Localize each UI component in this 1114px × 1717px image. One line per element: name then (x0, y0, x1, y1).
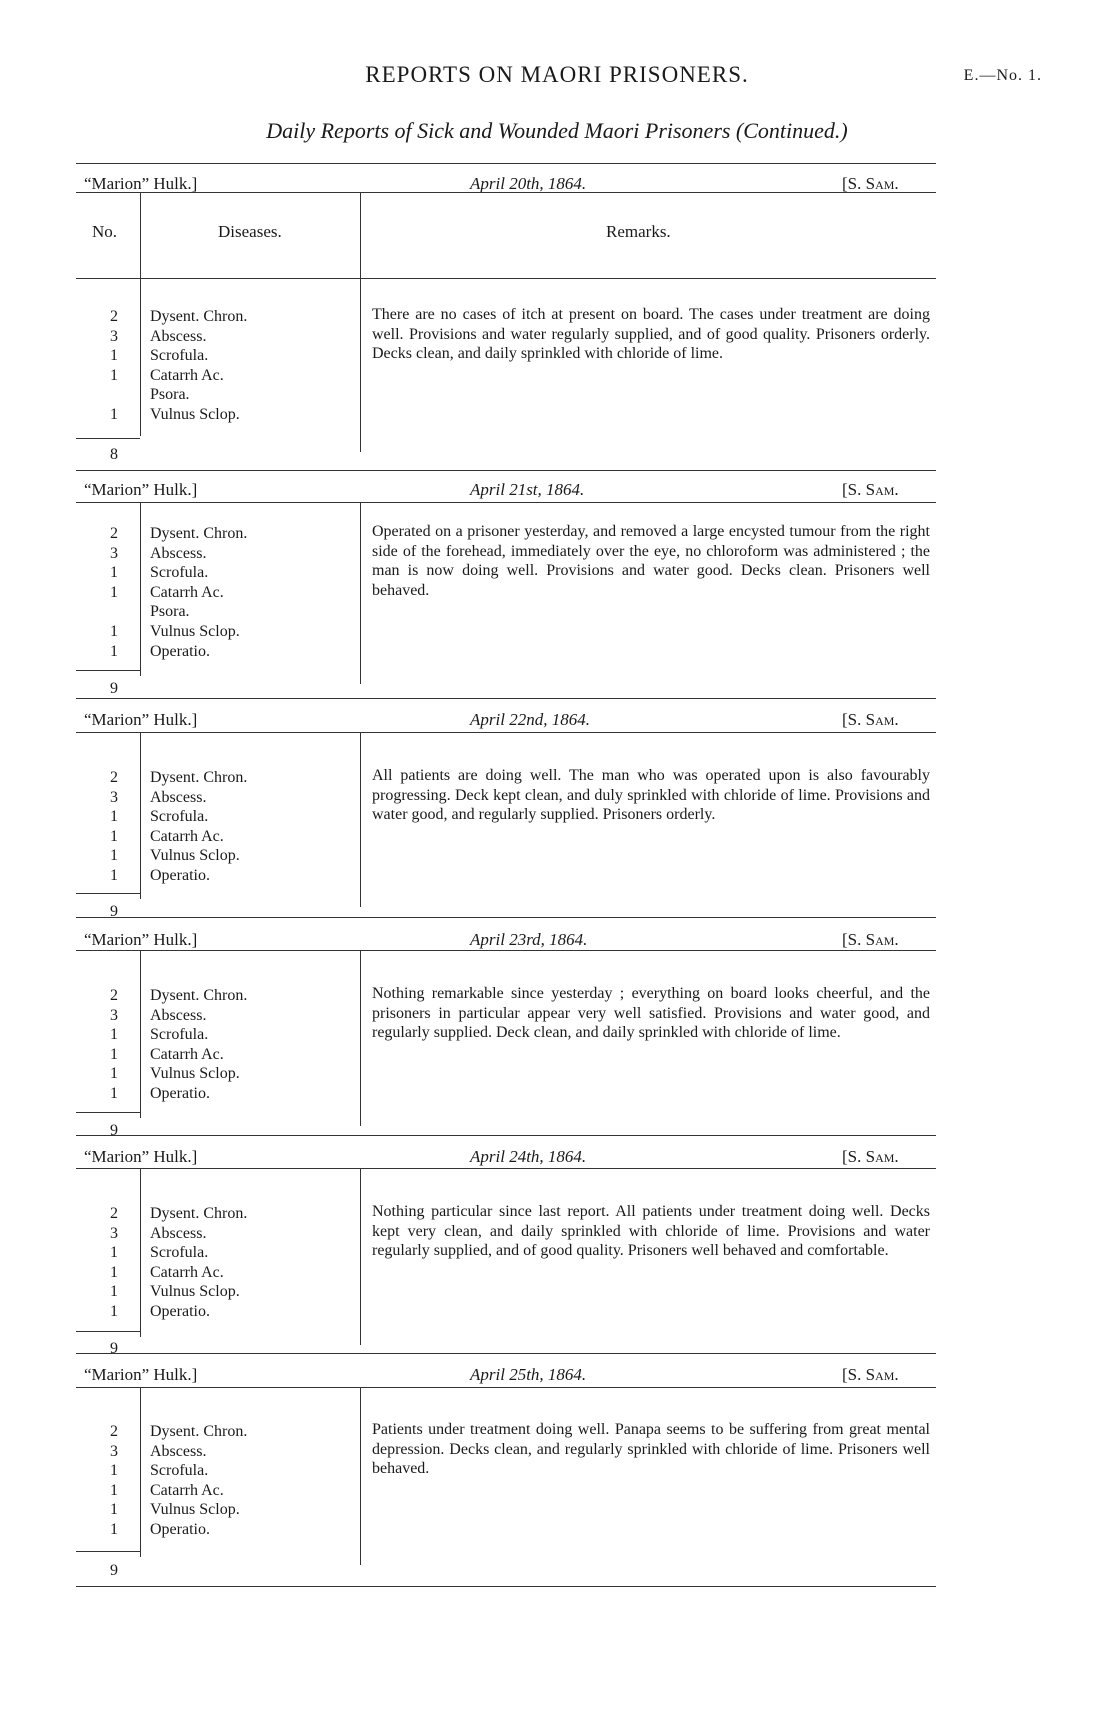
disease-count: 1 (110, 1263, 118, 1281)
signature-suffix: . (894, 710, 899, 729)
report-header-rule (76, 1135, 936, 1136)
disease-count: 2 (110, 525, 118, 542)
column-header-diseases: Diseases. (218, 222, 282, 241)
signature-suffix: . (894, 1365, 899, 1384)
disease-name: Scrofula. (150, 1244, 209, 1262)
report-header-rule (76, 470, 936, 471)
disease-count: 3 (110, 544, 118, 562)
no-column-rule (140, 951, 141, 1118)
disease-name: Vulnus Sclop. (150, 1065, 240, 1083)
report-total: 9 (110, 1340, 118, 1357)
report-signature (842, 710, 899, 730)
report-header-underline (76, 1168, 936, 1169)
disease-name: Operatio. (150, 1303, 210, 1320)
report-vessel: “Marion” Hulk.] (84, 710, 198, 729)
disease-name: Operatio. (150, 867, 210, 884)
signature-smallcaps: AM (875, 178, 895, 192)
disease-name: Abscess. (150, 1006, 207, 1024)
signature-smallcaps: AM (875, 1151, 895, 1165)
report-header-rule (76, 698, 936, 699)
disease-name: Operatio. (150, 642, 210, 660)
report-total: 9 (110, 680, 118, 697)
disease-name: Operatio. (150, 1085, 210, 1102)
disease-name: Dysent. Chron. (150, 525, 248, 542)
disease-count: 1 (110, 867, 118, 884)
disease-name: Catarrh Ac. (150, 1481, 224, 1499)
disease-count: 2 (110, 308, 118, 325)
report-remarks: Nothing remarkable since yesterday ; everything on board looks cheerful, and the prisoners in particular appear very well satisfied. Provisions and water good, and regularly supplied. Deck clean, and daily sprinkled with chloride of lime. (372, 985, 930, 1042)
disease-name: Catarrh Ac. (150, 366, 224, 384)
disease-name: Scrofula. (150, 1026, 209, 1044)
report-signature (842, 480, 899, 500)
disease-count: 1 (110, 1303, 118, 1320)
report-signature (842, 1147, 899, 1167)
disease-count: 3 (110, 1006, 118, 1024)
disease-name: Operatio. (150, 1521, 210, 1538)
column-header-remarks: Remarks. (606, 222, 671, 241)
disease-count: 1 (110, 1026, 118, 1044)
disease-count: 1 (110, 642, 118, 660)
no-column-rule (140, 1388, 141, 1557)
disease-count: 1 (110, 1521, 118, 1538)
disease-name: Dysent. Chron. (150, 1423, 248, 1440)
remarks-column-rule (360, 1169, 361, 1345)
disease-count: 1 (110, 1045, 118, 1063)
remarks-column-rule (360, 502, 361, 684)
disease-count: 1 (110, 347, 118, 365)
disease-count: 1 (110, 564, 118, 582)
report-date: April 23rd, 1864. (470, 930, 588, 949)
report-date: April 25th, 1864. (470, 1365, 587, 1384)
total-rule (76, 1551, 140, 1552)
disease-name: Catarrh Ac. (150, 583, 224, 601)
disease-name: Abscess. (150, 327, 207, 345)
report-header-underline (76, 732, 936, 733)
disease-count: 1 (110, 808, 118, 826)
signature-prefix: [S. S (842, 174, 876, 193)
disease-count: 3 (110, 327, 118, 345)
signature-suffix: . (894, 174, 899, 193)
report-header-underline (76, 950, 936, 951)
report-header-rule (76, 917, 936, 918)
report-header-rule (76, 163, 936, 164)
page-title: REPORTS ON MAORI PRISONERS. (365, 62, 749, 87)
disease-count: 1 (110, 1244, 118, 1262)
report-remarks: All patients are doing well. The man who was operated upon is also favourably progressing. Deck kept clean, and duly sprinkled with chloride of lime. Provisions and water good, and regularly supplied. Prisoners orderly. (372, 767, 930, 824)
remarks-column-rule (360, 1388, 361, 1565)
signature-prefix: [S. S (842, 1147, 876, 1166)
report-total: 9 (110, 903, 118, 920)
remarks-column-rule (360, 193, 361, 452)
page-reference: E.—No. 1. (963, 67, 1042, 84)
report-vessel: “Marion” Hulk.] (84, 174, 198, 193)
disease-count: 1 (110, 583, 118, 601)
disease-name: Scrofula. (150, 347, 209, 365)
disease-name: Catarrh Ac. (150, 827, 224, 845)
disease-count: 2 (110, 1423, 118, 1440)
disease-name: Vulnus Sclop. (150, 623, 240, 640)
disease-count: 1 (110, 366, 118, 384)
signature-prefix: [S. S (842, 710, 876, 729)
no-column-rule (140, 733, 141, 899)
no-column-rule (140, 193, 141, 436)
disease-name: Dysent. Chron. (150, 769, 248, 786)
disease-count: 2 (110, 769, 118, 786)
report-total: 9 (110, 1562, 118, 1579)
no-column-rule (140, 1169, 141, 1337)
disease-count: 1 (110, 1283, 118, 1301)
disease-name: Abscess. (150, 788, 207, 806)
disease-name: Scrofula. (150, 564, 209, 582)
disease-count: 1 (110, 847, 118, 865)
signature-smallcaps: AM (875, 934, 895, 948)
signature-smallcaps: AM (875, 484, 895, 498)
total-rule (76, 1331, 140, 1332)
report-vessel: “Marion” Hulk.] (84, 1147, 198, 1166)
disease-count: 1 (110, 406, 118, 423)
disease-name: Scrofula. (150, 808, 209, 826)
column-header-no: No. (92, 222, 118, 241)
disease-name: Psora. (150, 386, 190, 404)
signature-smallcaps: AM (875, 1369, 895, 1383)
no-column-rule (140, 502, 141, 676)
report-signature (842, 1365, 899, 1385)
report-remarks: Patients under treatment doing well. Panapa seems to be suffering from great mental depression. Decks clean, and regularly sprinkled with chloride of lime. Prisoners well behaved. (372, 1421, 930, 1478)
signature-suffix: . (894, 930, 899, 949)
column-header-rule (76, 278, 936, 279)
disease-name: Dysent. Chron. (150, 308, 248, 325)
disease-count: 1 (110, 1501, 118, 1519)
disease-name: Dysent. Chron. (150, 1205, 248, 1222)
total-rule (76, 670, 140, 671)
remarks-column-rule (360, 951, 361, 1126)
report-header-underline (76, 192, 936, 193)
disease-count: 1 (110, 1481, 118, 1499)
remarks-column-rule (360, 733, 361, 907)
disease-name: Dysent. Chron. (150, 987, 248, 1004)
page-subtitle: Daily Reports of Sick and Wounded Maori Prisoners (Continued.) (266, 118, 848, 143)
disease-count: 3 (110, 788, 118, 806)
disease-count: 2 (110, 987, 118, 1004)
total-rule (76, 1112, 140, 1113)
disease-name: Catarrh Ac. (150, 1263, 224, 1281)
report-remarks: Nothing particular since last report. All patients under treatment doing well. Decks kept very clean, and daily sprinkled with chloride of lime. Provisions and water regularly supplied, and of good quality. Prisoners well behaved and comfortable. (372, 1203, 930, 1260)
report-header-underline (76, 1387, 936, 1388)
disease-count: 3 (110, 1224, 118, 1242)
disease-count: 1 (110, 1065, 118, 1083)
signature-prefix: [S. S (842, 480, 876, 499)
report-total: 9 (110, 1122, 118, 1139)
total-rule (76, 438, 140, 439)
report-header-rule (76, 1353, 936, 1354)
report-signature (842, 174, 899, 194)
disease-name: Abscess. (150, 1442, 207, 1460)
disease-name: Vulnus Sclop. (150, 1283, 240, 1301)
disease-name: Vulnus Sclop. (150, 406, 240, 423)
report-remarks: Operated on a prisoner yesterday, and removed a large encysted tumour from the right side of the forehead, immediately over the eye, no chloroform was administered ; the man is now doing well. Provisions and water good. Decks clean. Prisoners well behaved. (372, 523, 930, 599)
signature-suffix: . (894, 480, 899, 499)
disease-count: 1 (110, 1462, 118, 1480)
table-bottom-rule (76, 1586, 936, 1587)
report-header-underline (76, 502, 936, 503)
disease-count: 3 (110, 1442, 118, 1460)
report-date: April 20th, 1864. (470, 174, 587, 193)
report-vessel: “Marion” Hulk.] (84, 480, 198, 499)
report-date: April 24th, 1864. (470, 1147, 587, 1166)
disease-name: Abscess. (150, 544, 207, 562)
report-total: 8 (110, 446, 118, 463)
disease-count: 1 (110, 827, 118, 845)
disease-count: 1 (110, 623, 118, 640)
report-signature (842, 930, 899, 950)
disease-name: Vulnus Sclop. (150, 847, 240, 865)
signature-smallcaps: AM (875, 714, 895, 728)
report-date: April 22nd, 1864. (470, 710, 590, 729)
disease-count: 2 (110, 1205, 118, 1222)
signature-prefix: [S. S (842, 930, 876, 949)
disease-name: Vulnus Sclop. (150, 1501, 240, 1519)
report-remarks: There are no cases of itch at present on board. The cases under treatment are doing well. Provisions and water regularly supplied, and of good quality. Prisoners orderly. Decks clean, and daily sprinkled with chloride of lime. (372, 306, 930, 363)
report-date: April 21st, 1864. (470, 480, 585, 499)
disease-name: Psora. (150, 603, 190, 621)
disease-name: Abscess. (150, 1224, 207, 1242)
disease-count: 1 (110, 1085, 118, 1102)
total-rule (76, 893, 140, 894)
disease-name: Scrofula. (150, 1462, 209, 1480)
signature-prefix: [S. S (842, 1365, 876, 1384)
report-vessel: “Marion” Hulk.] (84, 930, 198, 949)
disease-name: Catarrh Ac. (150, 1045, 224, 1063)
signature-suffix: . (894, 1147, 899, 1166)
report-vessel: “Marion” Hulk.] (84, 1365, 198, 1384)
